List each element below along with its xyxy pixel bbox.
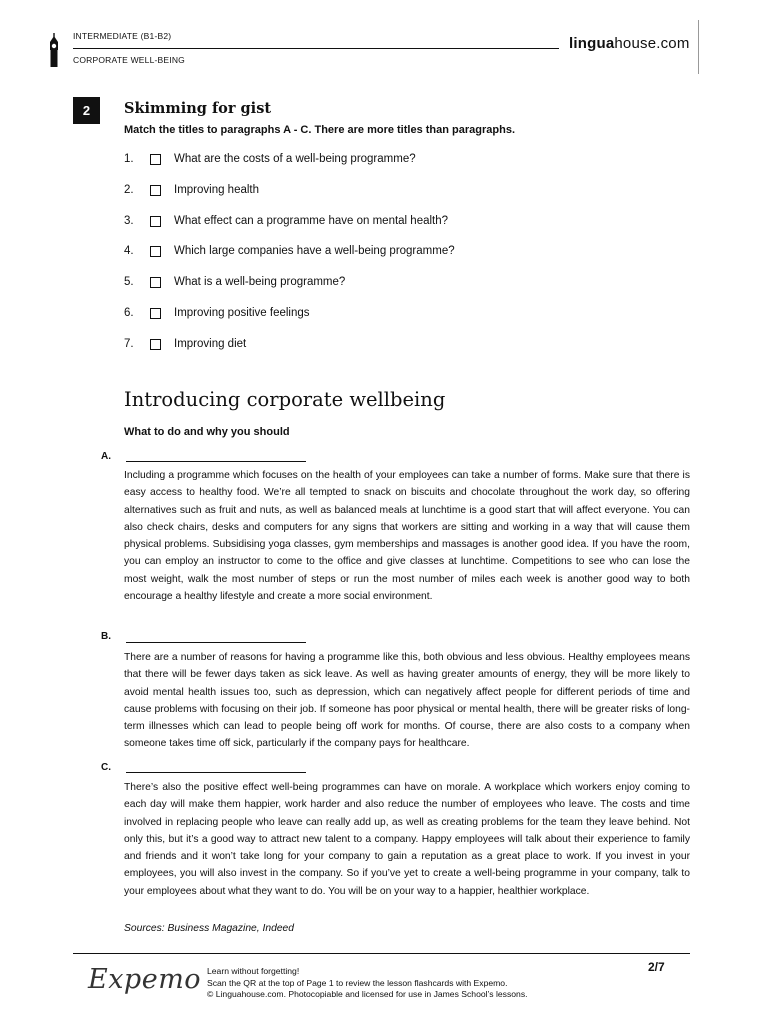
option-item: 6. Improving positive feelings — [124, 307, 310, 319]
article-subtitle: What to do and why you should — [124, 426, 290, 438]
answer-line[interactable] — [126, 642, 306, 643]
option-item: 5. What is a well-being programme? — [124, 276, 346, 288]
section-instruction: Match the titles to paragraphs A - C. There are more titles than paragraphs. — [124, 124, 515, 136]
sources-note: Sources: Business Magazine, Indeed — [124, 923, 294, 934]
checkbox[interactable] — [150, 339, 161, 350]
checkbox[interactable] — [150, 308, 161, 319]
option-item: 2. Improving health — [124, 184, 260, 196]
option-item: 7. Improving diet — [124, 338, 247, 350]
checkbox[interactable] — [150, 246, 161, 257]
answer-line[interactable] — [126, 461, 306, 462]
option-item: 1. What are the costs of a well-being programme? — [124, 153, 416, 165]
answer-line[interactable] — [126, 772, 306, 773]
topic-label: CORPORATE WELL-BEING — [73, 55, 185, 65]
article-title: Introducing corporate wellbeing — [124, 388, 446, 411]
footer-divider — [73, 953, 690, 954]
section-title: Skimming for gist — [124, 100, 272, 117]
footer-text: Learn without forgetting! Scan the QR at the top of Page 1 to review the lesson flashcards with Expemo. © Linguahouse.com. Photocopiable and licensed for use in James School’s lessons. — [207, 966, 528, 999]
checkbox[interactable] — [150, 277, 161, 288]
paragraph-text: Including a programme which focuses on the health of your employees can take a number of forms. Make sure that there is easy access to healthy food. We’re all tempted to snack on biscuits and chocolate throughout the work day, so offering alternatives such as fruit and nuts, as well as balanced meals at lunchtime is a good start that will affect everyone. You can also check chairs, desks and computers for any signs that workers are sitting and working in a way that will cause them physical problems. Subsidising yoga classes, gym memberships and massages is another good idea. If you have the room, you can employ an instructor to come to the office and give classes at lunchtime. Competitions to see who can lose the most weight, walk the most number of steps or run the most number of miles each week is another good way to both encourage a healthy lifestyle and create a more social environment. — [124, 470, 690, 603]
big-ben-icon — [47, 33, 61, 67]
header-vertical-divider — [698, 20, 699, 74]
expemo-logo: Expemo — [88, 964, 202, 995]
option-item: 3. What effect can a programme have on mental health? — [124, 215, 449, 227]
paragraph-label: C. — [101, 762, 111, 773]
checkbox[interactable] — [150, 154, 161, 165]
level-label: INTERMEDIATE (B1-B2) — [73, 31, 172, 41]
paragraph-text: There’s also the positive effect well-being programmes can have on morale. A workplace which workers enjoy coming to each day will make them happier, work harder and also reduce the number of employees who leave. The costs and time involved in replacing people who leave can really add up, as well as creating problems for the team they leave behind. Not only this, but it’s a good way to attract new talent to a company. Happy employees will talk about their experience to family and friends and it won’t take long for your company to gain a reputation as a great place to work. If you invest in your employees, you will also invest in the company. So if you’ve yet to create a well-being programme in your company, talk to your employees about what they want to do. You will be on your way to a happier, healthier workplace. — [124, 782, 690, 897]
paragraph-label: B. — [101, 631, 111, 642]
checkbox[interactable] — [150, 216, 161, 227]
section-number-badge: 2 — [73, 97, 100, 124]
paragraph-text: There are a number of reasons for having a programme like this, both obvious and less obvious. Healthy employees means that there will be fewer days taken as sick leave. As well as having greater amounts of energy, they will be more likely to avoid mental health issues too, such as depression, which can negatively affect people for different periods of time and cause problems with focusing on their job. If someone has poor physical or mental health, there will be greater risks of long-term illnesses which can lead to people being off work for months. Of course, there are also costs to a company when someone takes time off sick, particularly if the company pays for healthcare. — [124, 652, 690, 750]
header-divider — [73, 48, 559, 49]
linguahouse-logo[interactable]: linguahouse.com — [569, 35, 690, 52]
option-item: 4. Which large companies have a well-being programme? — [124, 245, 455, 257]
page-number: 2/7 — [648, 960, 665, 974]
checkbox[interactable] — [150, 185, 161, 196]
paragraph-label: A. — [101, 451, 111, 462]
page-header — [0, 0, 768, 80]
